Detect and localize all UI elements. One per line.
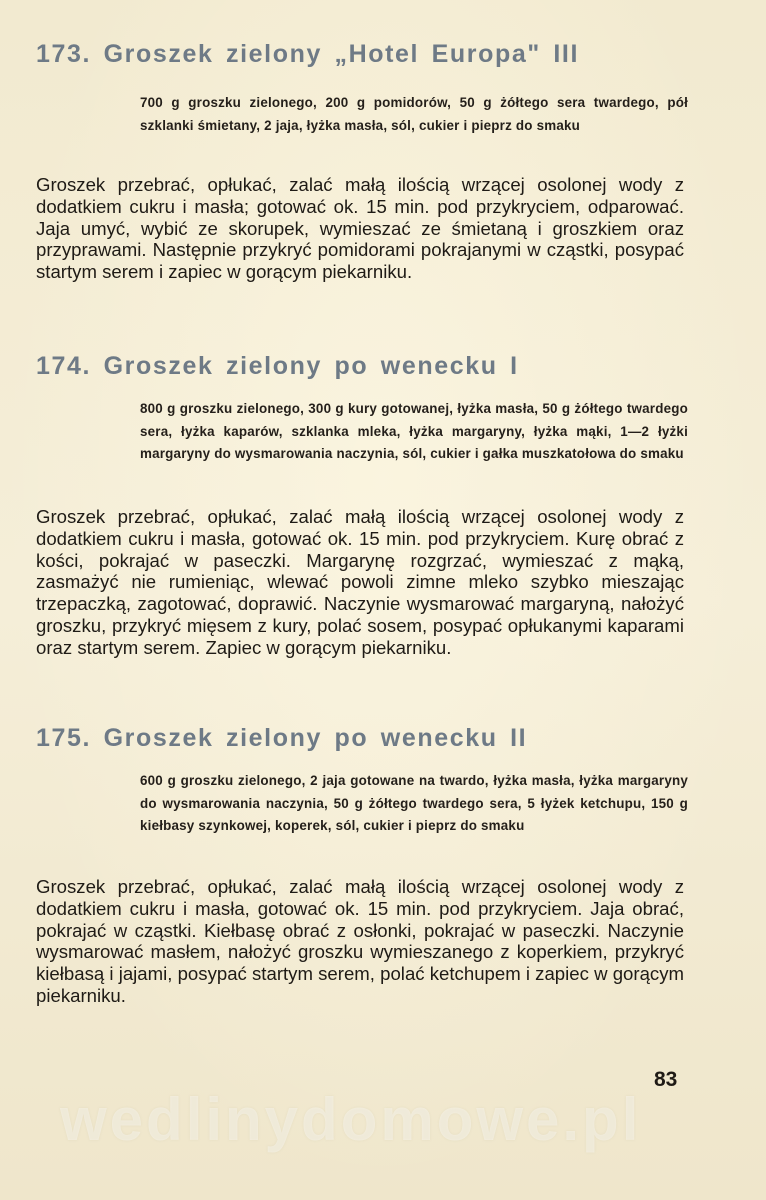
recipe-173-number: 173. (36, 40, 92, 68)
recipe-173-ingredients: 700 g groszku zielonego, 200 g pomidorów, 50 g żółtego sera twardego, pół szklanki śmietany, 2 jaja, łyżka masła, sól, cukier i pieprz do smaku (140, 95, 688, 133)
recipe-174-instructions: Groszek przebrać, opłukać, zalać małą ilością wrzącej osolonej wody z dodatkiem cukru i masła, gotować ok. 15 min. pod przykryciem. Kurę obrać z kości, pokrajać w paseczki. Margarynę rozgrzać, wymieszać z mąką, zasmażyć nie rumieniąc, wlewać powoli zimne mleko szybko mieszając trzepaczką, zagotować, doprawić. Naczynie wysmarować margaryną, nałożyć groszku, przykryć mięsem z kury, polać sosem, posypać opłukanymi kaparami oraz startym serem. Zapiec w gorącym piekarniku. (36, 506, 684, 658)
recipe-175-title (36, 724, 527, 753)
recipe-175-title-text: Groszek zielony po wenecku II (103, 724, 528, 752)
recipe-174-title-text: Groszek zielony po wenecku I (103, 352, 519, 380)
watermark: wedlinydomowe.pl (60, 1086, 642, 1153)
recipe-174-number: 174. (36, 352, 92, 380)
recipe-174-ingredients: 800 g groszku zielonego, 300 g kury gotowanej, łyżka masła, 50 g żółtego twardego sera, łyżka kaparów, szklanka mleka, łyżka margaryny, łyżka mąki, 1—2 łyżki margaryny do wysmarowania naczynia, sól, cukier i gałka muszkatołowa do smaku (140, 401, 688, 461)
page-number: 83 (654, 1068, 678, 1091)
recipe-175-number: 175. (36, 724, 92, 752)
recipe-173-title (36, 40, 579, 69)
recipe-175-ingredients: 600 g groszku zielonego, 2 jaja gotowane na twardo, łyżka masła, łyżka margaryny do wysmarowania naczynia, 50 g żółtego twardego sera, 5 łyżek ketchupu, 150 g kiełbasy szynkowej, koperek, sól, cukier i pieprz do smaku (140, 773, 688, 833)
recipe-175-instructions: Groszek przebrać, opłukać, zalać małą ilością wrzącej osolonej wody z dodatkiem cukru i masła, gotować ok. 15 min. pod przykryciem. Jaja obrać, pokrajać w cząstki. Kiełbasę obrać z osłonki, pokrajać w paseczki. Naczynie wysmarować masłem, nałożyć groszku wymieszanego z koperkiem, przykryć kiełbasą i jajami, posypać startym serem, polać ketchupem i zapiec w gorącym piekarniku. (36, 876, 684, 1006)
recipe-173-title-text: Groszek zielony „Hotel Europa" III (103, 40, 580, 68)
recipe-174-title (36, 352, 519, 381)
recipe-173-instructions: Groszek przebrać, opłukać, zalać małą ilością wrzącej osolonej wody z dodatkiem cukru i masła; gotować ok. 15 min. pod przykryciem, odparować. Jaja umyć, wybić ze skorupek, wymieszać ze śmietaną i groszkiem oraz przyprawami. Następnie przykryć pomidorami pokrajanymi w cząstki, posypać startym serem i zapiec w gorącym piekarniku. (36, 174, 684, 283)
